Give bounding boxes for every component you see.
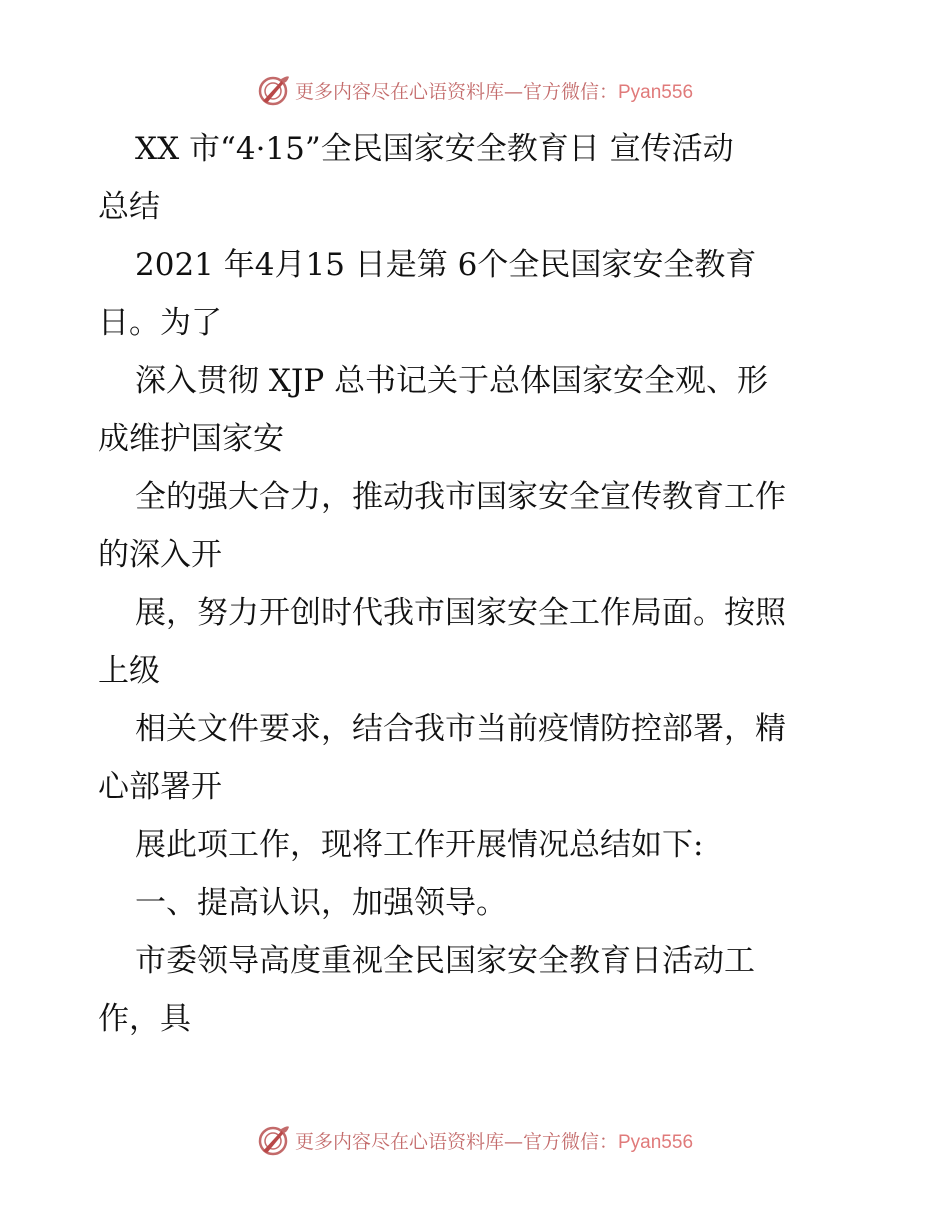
text-line: 市委领导高度重视全民国家安全教育日活动工 bbox=[135, 943, 755, 979]
watermark-contact-label: 官方微信： bbox=[522, 80, 618, 103]
text-line: 总结 bbox=[98, 189, 160, 225]
text-line: 日。为了 bbox=[98, 305, 222, 341]
watermark-site-name: 更多内容尽在心语资料库 bbox=[294, 1130, 504, 1153]
text-line: 的深入开 bbox=[98, 537, 222, 573]
text-line: 上级 bbox=[98, 653, 160, 689]
text-line: 展此项工作，现将工作开展情况总结如下: bbox=[135, 827, 704, 863]
text-line: 2021 年4月15 日是第 6个全民国家安全教育 bbox=[135, 247, 757, 283]
watermark-inner bbox=[257, 70, 693, 110]
text-line: 相关文件要求，结合我市当前疫情防控部署，精 bbox=[135, 711, 786, 747]
text-line: 深入贯彻 XJP 总书记关于总体国家安全观、形 bbox=[135, 363, 769, 399]
text-line: 展，努力开创时代我市国家安全工作局面。按照 bbox=[135, 595, 786, 631]
watermark-text bbox=[295, 77, 693, 104]
watermark-inner bbox=[257, 1120, 693, 1160]
watermark-text bbox=[295, 1127, 693, 1154]
text-line: 作，具 bbox=[98, 1001, 191, 1037]
text-line: 全的强大合力，推动我市国家安全宣传教育工作 bbox=[135, 479, 786, 515]
watermark-id: Pyan556 bbox=[618, 1131, 694, 1153]
watermark-separator: — bbox=[503, 1130, 523, 1153]
document-body bbox=[98, 120, 858, 1048]
quill-pen-logo-icon bbox=[257, 1123, 291, 1157]
text-line: XX 市“4·15”全民国家安全教育日 宣传活动 bbox=[135, 131, 734, 167]
text-line: 一、提高认识，加强领导。 bbox=[135, 885, 507, 921]
text-line: 成维护国家安 bbox=[98, 421, 284, 457]
watermark-contact-label: 官方微信： bbox=[522, 1130, 618, 1153]
header-watermark bbox=[0, 70, 950, 110]
watermark-id: Pyan556 bbox=[618, 81, 694, 103]
watermark-separator: — bbox=[503, 80, 523, 103]
watermark-site-name: 更多内容尽在心语资料库 bbox=[294, 80, 504, 103]
text-line: 心部署开 bbox=[98, 769, 222, 805]
footer-watermark bbox=[0, 1120, 950, 1160]
quill-pen-logo-icon bbox=[257, 73, 291, 107]
